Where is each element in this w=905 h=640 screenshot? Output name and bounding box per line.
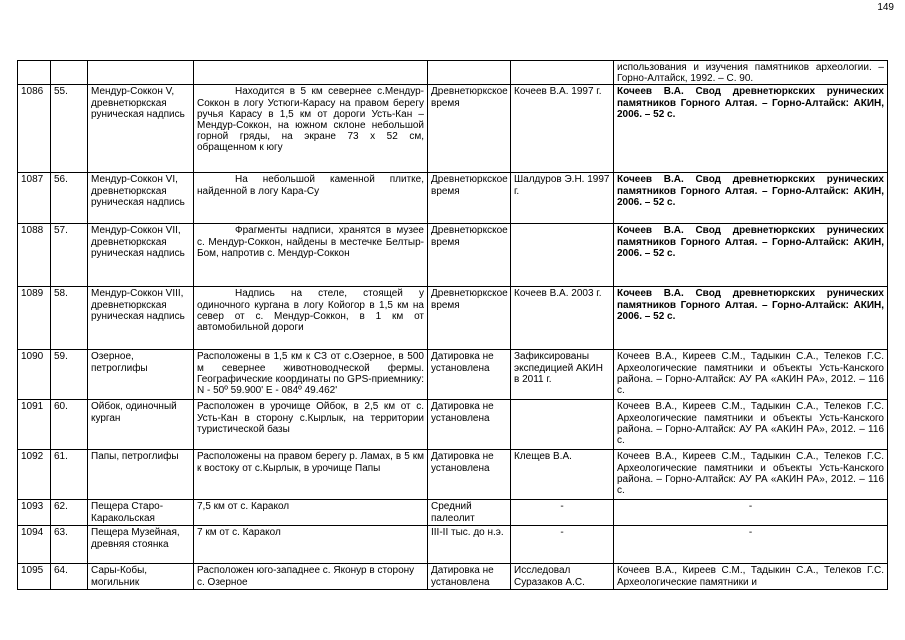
cell-discovered-by: Шалдуров Э.Н. 1997 г.	[511, 173, 614, 224]
cell-local-number: 63.	[51, 526, 88, 564]
cell-location: На небольшой каменной плитке, найденной в логу Кара-Су	[194, 173, 428, 224]
cell-literature: Кочеев В.А. Свод древнетюркских рунических памятников Горного Алтая. – Горно-Алтайск: АКИН, 2006. – 52 с.	[614, 85, 888, 173]
cell-monument-name: Пещера Старо-Каракольская	[88, 500, 194, 526]
page-number: 149	[877, 2, 894, 13]
cell-literature: Кочеев В.А. Свод древнетюркских рунических памятников Горного Алтая. – Горно-Алтайск: АКИН, 2006. – 52 с.	[614, 173, 888, 224]
cell-registry-number: 1086	[18, 85, 51, 173]
cell-literature: Кочеев В.А., Киреев С.М., Тадыкин С.А., Телеков Г.С. Археологические памятники и объекты Усть-Канского района. – Горно-Алтайск: АУ РА «АКИН РА», 2012. – 116 с.	[614, 400, 888, 450]
cell-location	[194, 61, 428, 85]
cell-location: Расположены на правом берегу р. Ламах, в 5 км к востоку от с.Кырлык, в урочище Папы	[194, 450, 428, 500]
cell-dating: III-II тыс. до н.э.	[428, 526, 511, 564]
cell-local-number: 64.	[51, 564, 88, 590]
table-row	[18, 500, 888, 526]
cell-registry-number: 1087	[18, 173, 51, 224]
cell-local-number: 60.	[51, 400, 88, 450]
cell-local-number: 58.	[51, 287, 88, 350]
cell-registry-number: 1091	[18, 400, 51, 450]
cell-local-number: 55.	[51, 85, 88, 173]
cell-local-number	[51, 61, 88, 85]
cell-discovered-by	[511, 61, 614, 85]
cell-literature: Кочеев В.А., Киреев С.М., Тадыкин С.А., Телеков Г.С. Археологические памятники и объекты Усть-Канского района. – Горно-Алтайск: АУ РА «АКИН РА», 2012. – 116 с.	[614, 450, 888, 500]
cell-registry-number: 1095	[18, 564, 51, 590]
cell-dating: Древнетюркское время	[428, 224, 511, 287]
cell-location: 7 км от с. Каракол	[194, 526, 428, 564]
table-row	[18, 61, 888, 85]
cell-discovered-by	[511, 400, 614, 450]
cell-location: Фрагменты надписи, хранятся в музее с. Мендур-Соккон, найдены в местечке Белтыр-Бом, напротив с. Мендур-Соккон	[194, 224, 428, 287]
cell-literature: использования и изучения памятников археологии. – Горно-Алтайск, 1992. – С. 90.	[614, 61, 888, 85]
cell-literature: Кочеев В.А., Киреев С.М., Тадыкин С.А., Телеков Г.С. Археологические памятники и	[614, 564, 888, 590]
cell-registry-number	[18, 61, 51, 85]
cell-literature: Кочеев В.А. Свод древнетюркских рунических памятников Горного Алтая. – Горно-Алтайск: АКИН, 2006. – 52 с.	[614, 224, 888, 287]
cell-literature: Кочеев В.А. Свод древнетюркских рунических памятников Горного Алтая. – Горно-Алтайск: АКИН, 2006. – 52 с.	[614, 287, 888, 350]
cell-dating: Древнетюркское время	[428, 85, 511, 173]
cell-registry-number: 1093	[18, 500, 51, 526]
cell-literature: -	[614, 500, 888, 526]
cell-monument-name: Сары-Кобы, могильник	[88, 564, 194, 590]
cell-monument-name: Мендур-Соккон VIII, древнетюркская руническая надпись	[88, 287, 194, 350]
cell-monument-name: Папы, петроглифы	[88, 450, 194, 500]
cell-local-number: 62.	[51, 500, 88, 526]
table-row	[18, 287, 888, 350]
cell-discovered-by: Зафиксированы экспедицией АКИН в 2011 г.	[511, 350, 614, 400]
cell-monument-name: Мендур-Соккон V, древнетюркская руническая надпись	[88, 85, 194, 173]
cell-dating: Древнетюркское время	[428, 287, 511, 350]
cell-dating: Древнетюркское время	[428, 173, 511, 224]
cell-discovered-by: -	[511, 526, 614, 564]
cell-location: Расположен юго-западнее с. Яконур в сторону с. Озерное	[194, 564, 428, 590]
table-row	[18, 224, 888, 287]
cell-dating: Датировка не установлена	[428, 350, 511, 400]
cell-literature: Кочеев В.А., Киреев С.М., Тадыкин С.А., Телеков Г.С. Археологические памятники и объекты Усть-Канского района. – Горно-Алтайск: АУ РА «АКИН РА», 2012. – 116 с.	[614, 350, 888, 400]
cell-location: 7,5 км от с. Каракол	[194, 500, 428, 526]
cell-discovered-by	[511, 224, 614, 287]
cell-local-number: 59.	[51, 350, 88, 400]
cell-dating: Датировка не установлена	[428, 564, 511, 590]
cell-location: Надпись на стеле, стоящей у одиночного кургана в логу Койогор в 1,5 км на север от с. Мендур-Соккон, в 1 км от автомобильной дороги	[194, 287, 428, 350]
table-row	[18, 173, 888, 224]
cell-dating: Датировка не установлена	[428, 450, 511, 500]
cell-registry-number: 1090	[18, 350, 51, 400]
table-row	[18, 564, 888, 590]
cell-registry-number: 1094	[18, 526, 51, 564]
table-row	[18, 85, 888, 173]
cell-monument-name: Озерное, петроглифы	[88, 350, 194, 400]
cell-location: Находится в 5 км севернее с.Мендур-Соккон в логу Устюги-Карасу на правом берегу ручья Карасу в 1,5 км от дороги Усть-Кан – Мендур-Соккон, на южном склоне небольшой горной гряды, на экране 73 х 52 см, обращенном к югу	[194, 85, 428, 173]
cell-dating: Средний палеолит	[428, 500, 511, 526]
table-row	[18, 400, 888, 450]
monument-register-table	[17, 60, 888, 590]
cell-monument-name: Мендур-Соккон VI, древнетюркская руническая надпись	[88, 173, 194, 224]
cell-discovered-by: Кочеев В.А. 1997 г.	[511, 85, 614, 173]
cell-monument-name: Мендур-Соккон VII, древнетюркская руническая надпись	[88, 224, 194, 287]
cell-registry-number: 1092	[18, 450, 51, 500]
table-row	[18, 350, 888, 400]
cell-local-number: 61.	[51, 450, 88, 500]
cell-registry-number: 1089	[18, 287, 51, 350]
cell-monument-name: Ойбок, одиночный курган	[88, 400, 194, 450]
table-row	[18, 450, 888, 500]
cell-dating	[428, 61, 511, 85]
cell-discovered-by: Кочеев В.А. 2003 г.	[511, 287, 614, 350]
cell-monument-name	[88, 61, 194, 85]
cell-monument-name: Пещера Музейная, древняя стоянка	[88, 526, 194, 564]
cell-discovered-by: Исследовал Суразаков А.С.	[511, 564, 614, 590]
cell-local-number: 57.	[51, 224, 88, 287]
cell-discovered-by: -	[511, 500, 614, 526]
cell-dating: Датировка не установлена	[428, 400, 511, 450]
cell-local-number: 56.	[51, 173, 88, 224]
cell-discovered-by: Клещев В.А.	[511, 450, 614, 500]
cell-registry-number: 1088	[18, 224, 51, 287]
cell-literature: -	[614, 526, 888, 564]
cell-location: Расположен в урочище Ойбок, в 2,5 км от с. Усть-Кан в сторону с.Кырлык, на территории туристической базы	[194, 400, 428, 450]
table-row	[18, 526, 888, 564]
cell-location: Расположены в 1,5 км к СЗ от с.Озерное, в 500 м севернее животноводческой фермы. Географические координаты по GPS-приемнику: N - 50º 59.900' E - 084º 49.462'	[194, 350, 428, 400]
